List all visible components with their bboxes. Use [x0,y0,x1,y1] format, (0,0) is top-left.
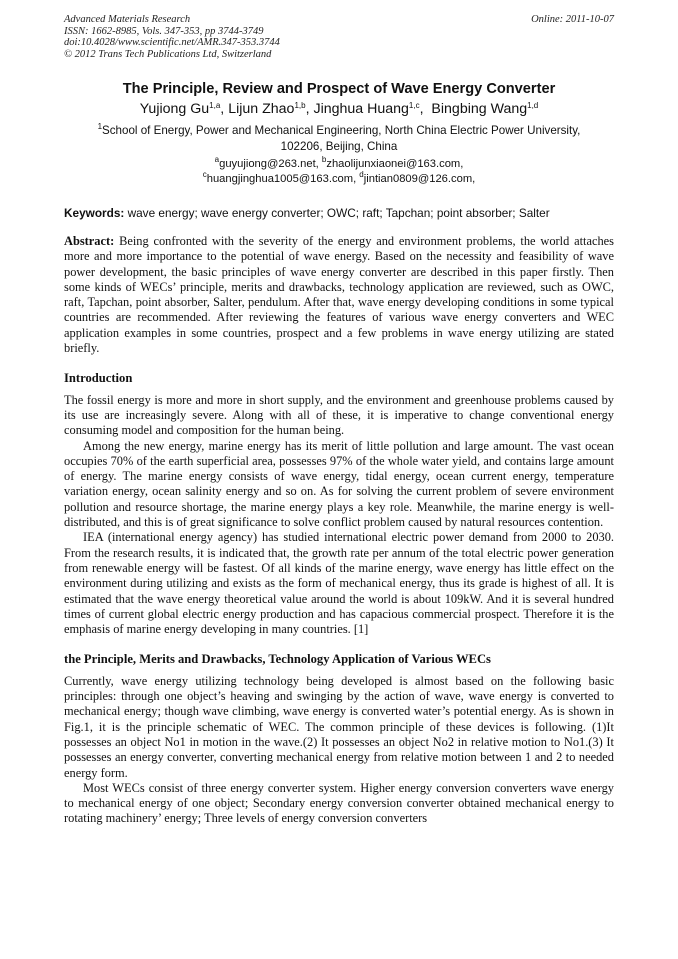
abstract [64,234,614,356]
author-name: Lijun Zhao [228,101,295,117]
affiliation [64,123,614,154]
section-heading-principles: the Principle, Merits and Drawbacks, Technology Application of Various WECs [64,652,491,667]
author-list: Yujiong Gu$^{1,a}$, Lijun Zhao$^{1,b}$, Jinghua Huang$^{1,c}$, Bingbing Wang$^{1,d}$ [139,101,539,117]
journal-name: Advanced Materials Research [64,14,191,25]
email-b: zhaolijunxiaonei@163.com, [326,158,464,170]
principles-body [64,674,614,827]
introduction-body [64,393,614,638]
online-date: Online: 2011-10-07 [531,14,614,25]
email-sup-b: b [321,155,327,164]
email-c: huangjinghua1005@163.com, [206,173,357,185]
keywords-label: Keywords: [64,206,125,220]
author-name: Bingbing Wang [431,101,528,117]
email-a: guyujiong@263.net, [219,158,319,170]
abstract-text: Being confronted with the severity of the energy and environment problems, the world attaches more and more importance to the potential of wave energy. Based on the necessity and feasibility of wave power development, the basic principles of wave energy converter are described in this paper firstly. Then some kinds of WECs’ principle, merits and drawbacks, technology application are reviewed, such as OWC, raft, Tapchan, point absorber, Salter, pendulum. After that, wave energy developing conditions in some typical countries are recommended. After reviewing the features of various wave energy converters and WEC application examples in some countries, prospect and a few problems in wave energy utilizing are stated briefly. [64,234,614,356]
affiliation-line-1: School of Energy, Power and Mechanical Engineering, North China Electric Power University, [102,124,581,137]
paragraph: Currently, wave energy utilizing technology being developed is almost based on the following basic principles: through one object’s heaving and swinging by the action of wave, wave energy is converted to mechanical energy; though wave climbing, wave energy is converted water’s potential energy. As is shown in Fig.1, it is the principle schematic of WEC. The common principle of these devices is following. (1)It possesses an object No1 in motion in the wave.(2) It possesses an object No2 in relative motion to No1.(3) It possesses an energy converter, converting mechanical energy from relative motion between 1 and 2 to needed energy form. [64,673,614,780]
email-sup-c: c [202,170,207,179]
journal-copyright: © 2012 Trans Tech Publications Ltd, Switzerland [64,48,272,60]
abstract-label: Abstract: [64,234,115,248]
paragraph: Among the new energy, marine energy has its merit of little pollution and large amount. The vast ocean occupies 70% of the earth superficial area, possesses 97% of the whole water yield, and contains large amount of energy. The marine energy consists of wave energy, tidal energy, ocean current energy, temperature variation energy, ocean salinity energy and so on. As for solving the current problem of severe environment pollution and resource shortage, the marine energy plays a key role. Meanwhile, the marine energy is well-distributed, and this is of great significance to solve conflict problem caused by natural resources contention. [64,438,614,530]
keywords [64,206,614,221]
affiliation-sup: 1 [97,122,103,131]
email-d: jintian0809@126.com, [363,173,476,185]
keywords-text: wave energy; wave energy converter; OWC; raft; Tapchan; point absorber; Salter [127,206,550,220]
author-sup: 1,b [294,101,306,110]
affiliation-line-2: 102206, Beijing, China [280,139,398,153]
email-sup-d: d [359,170,364,179]
author-sup: 1,d [527,101,539,110]
journal-header [64,14,614,60]
author-name: Jinghua Huang [313,101,409,117]
author-sup: 1,c [408,101,420,110]
author-name: Yujiong Gu [139,101,210,117]
paragraph: The fossil energy is more and more in short supply, and the environment and greenhouse problems caused by its use are increasingly severe. Along with all of these, it is imperative to change conventional energy consuming model and composition for the human being. [64,392,614,438]
journal-issn: ISSN: 1662-8985, Vols. 347-353, pp 3744-3749 [64,25,264,37]
paper-title: The Principle, Review and Prospect of Wave Energy Converter [122,81,556,97]
paragraph: Most WECs consist of three energy converter system. Higher energy conversion converters wave energy to mechanical energy of one object; Secondary energy conversion converter obtained mechanical energy to rotating machinery’ energy; Three levels of energy conversion converters [64,780,614,826]
paragraph: IEA (international energy agency) has studied international electric power demand from 2000 to 2030. From the research results, it is indicated that, the growth rate per annum of the total electric power generation from renewable energy will be fastest. Of all kinds of the marine energy, wave energy has little effect on the environment during utilizing and exists as the form of mechanical energy, thus its grade is highest of all. It is estimated that the wave energy theoretical value around the world is about 109kW. And it is several hundred times of current global electric energy production and has capacious commercial prospect. Therefore it is the emphasis of marine energy developing in many countries. [1] [64,530,614,637]
section-heading-introduction: Introduction [64,371,133,386]
email-sup-a: a [214,155,220,164]
journal-doi: doi:10.4028/www.scientific.net/AMR.347-353.3744 [64,37,280,48]
author-emails [64,157,614,187]
author-sup: 1,a [209,101,221,110]
